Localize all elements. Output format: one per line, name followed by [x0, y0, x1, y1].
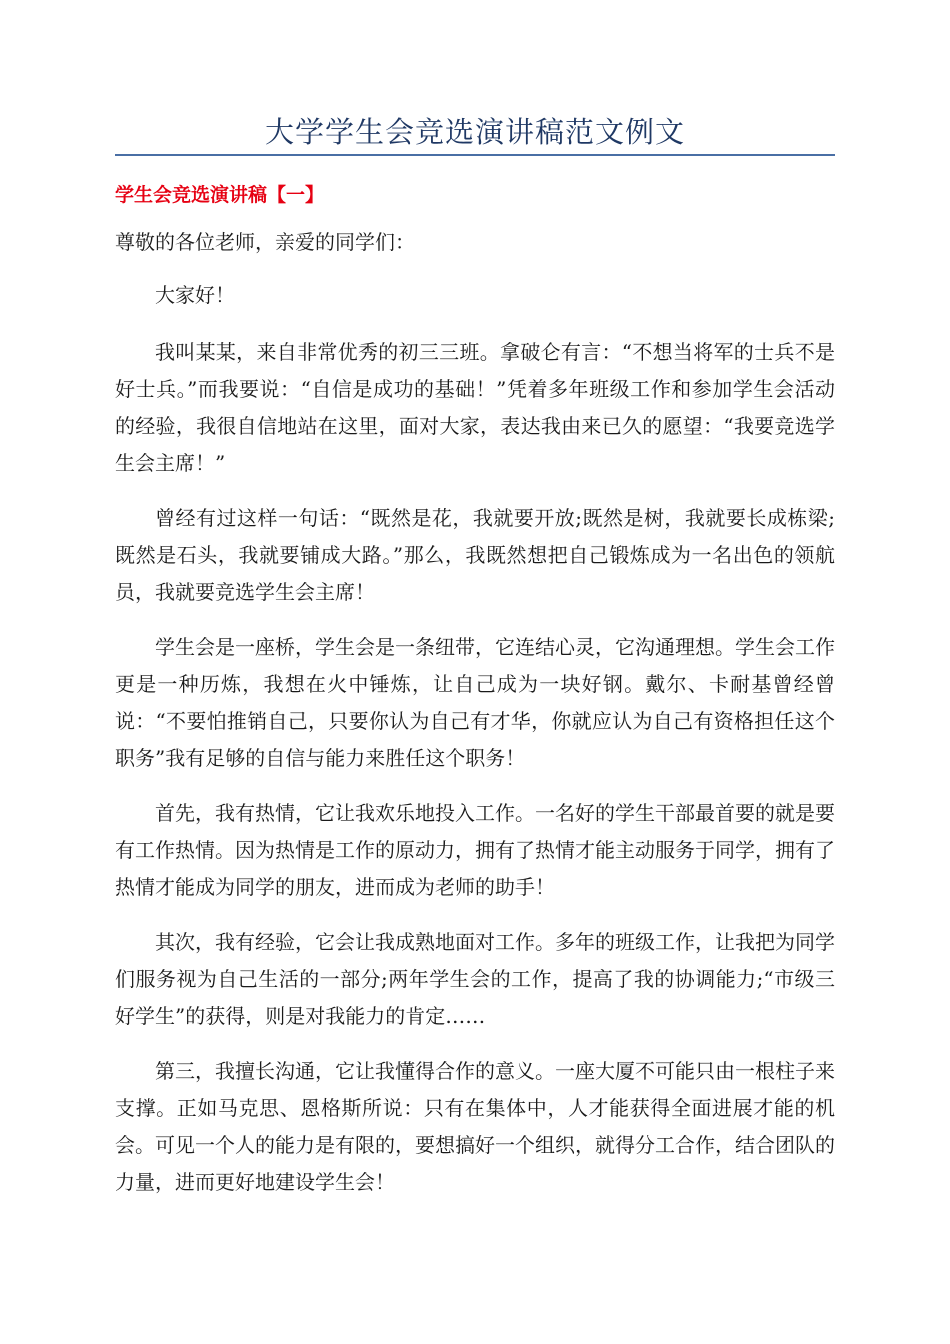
body-paragraph: 首先，我有热情，它让我欢乐地投入工作。一名好的学生干部最首要的就是要有工作热情。因为热情是工作的原动力，拥有了热情才能主动服务于同学，拥有了热情才能成为同学的朋友，进而成为老师的助手！	[115, 801, 835, 899]
document-title: 大学学生会竞选演讲稿范文例文	[264, 115, 685, 149]
body-paragraph: 我叫某某，来自非常优秀的初三三班。拿破仑有言：“不想当将军的士兵不是好士兵。”而我要说：“自信是成功的基础！”凭着多年班级工作和参加学生会活动的经验，我很自信地站在这里，面对大家，表达我由来已久的愿望：“我要竞选学生会主席！”	[115, 340, 835, 475]
body-paragraph: 其次，我有经验，它会让我成熟地面对工作。多年的班级工作，让我把为同学们服务视为自己生活的一部分;两年学生会的工作，提高了我的协调能力;“市级三好学生”的获得，则是对我能力的肯定……	[115, 930, 835, 1028]
title-divider	[115, 154, 835, 156]
body-paragraph: 曾经有过这样一句话：“既然是花，我就要开放;既然是树，我就要长成栋梁;既然是石头，我就要铺成大路。”那么，我既然想把自己锻炼成为一名出色的领航员，我就要竞选学生会主席！	[115, 506, 835, 604]
salutation: 尊敬的各位老师，亲爱的同学们：	[115, 230, 415, 254]
body-paragraph: 学生会是一座桥，学生会是一条纽带，它连结心灵，它沟通理想。学生会工作更是一种历炼，我想在火中锤炼，让自己成为一块好钢。戴尔、卡耐基曾经曾说：“不要怕推销自己，只要你认为自己有才华，你就应认为自己有资格担任这个职务”我有足够的自信与能力来胜任这个职务！	[115, 635, 835, 770]
greeting: 大家好！	[155, 283, 235, 307]
section-heading: 学生会竞选演讲稿【一】	[115, 184, 325, 206]
body-paragraph: 第三，我擅长沟通，它让我懂得合作的意义。一座大厦不可能只由一根柱子来支撑。正如马克思、恩格斯所说：只有在集体中，人才能获得全面进展才能的机会。可见一个人的能力是有限的，要想搞好一个组织，就得分工合作，结合团队的力量，进而更好地建设学生会！	[115, 1059, 835, 1194]
document-body	[115, 224, 835, 1219]
